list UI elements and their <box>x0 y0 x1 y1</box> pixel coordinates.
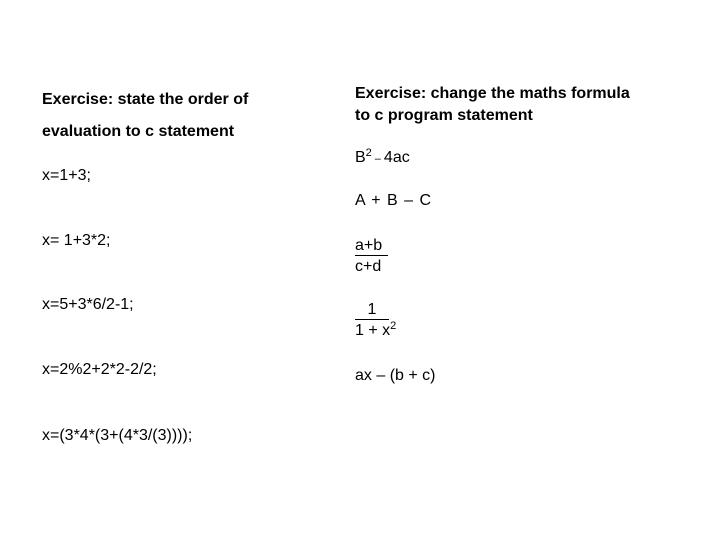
formula-fraction-a-plus-b-over-c-plus-d <box>355 236 388 278</box>
left-heading-line2: evaluation to c statement <box>42 123 235 140</box>
formula-fraction-one-over-one-plus-x-squared <box>355 300 396 342</box>
formula1-base: B <box>355 149 366 166</box>
statement-5: x=(3*4*(3+(4*3/(3)))); <box>42 427 193 444</box>
fraction2-denominator-base: 1 + x <box>355 322 391 339</box>
fraction2-denominator <box>355 320 396 342</box>
statement-2: x= 1+3*2; <box>42 232 111 249</box>
right-heading-line1: Exercise: change the maths formula <box>355 85 630 102</box>
statement-4: x=2%2+2*2-2/2; <box>42 361 157 378</box>
fraction1-numerator: a+b <box>355 237 388 256</box>
left-heading-line1: Exercise: state the order of <box>42 91 249 108</box>
fraction2-denominator-exponent: 2 <box>390 320 397 332</box>
formula1-exponent: 2 <box>365 147 372 159</box>
fraction1-denominator: c+d <box>355 258 382 275</box>
fraction2-numerator: 1 <box>355 301 389 320</box>
formula-a-plus-b-minus-c: A + B – C <box>355 192 433 209</box>
right-heading-line2: to c program statement <box>355 107 533 124</box>
formula1-rest: 4ac <box>383 149 410 166</box>
statement-1: x=1+3; <box>42 167 91 184</box>
statement-3: x=5+3*6/2-1; <box>42 296 134 313</box>
formula-ax-minus-b-plus-c: ax – (b + c) <box>355 367 436 384</box>
formula-b-squared-minus-4ac <box>355 148 410 169</box>
formula1-minus: – <box>374 153 381 165</box>
